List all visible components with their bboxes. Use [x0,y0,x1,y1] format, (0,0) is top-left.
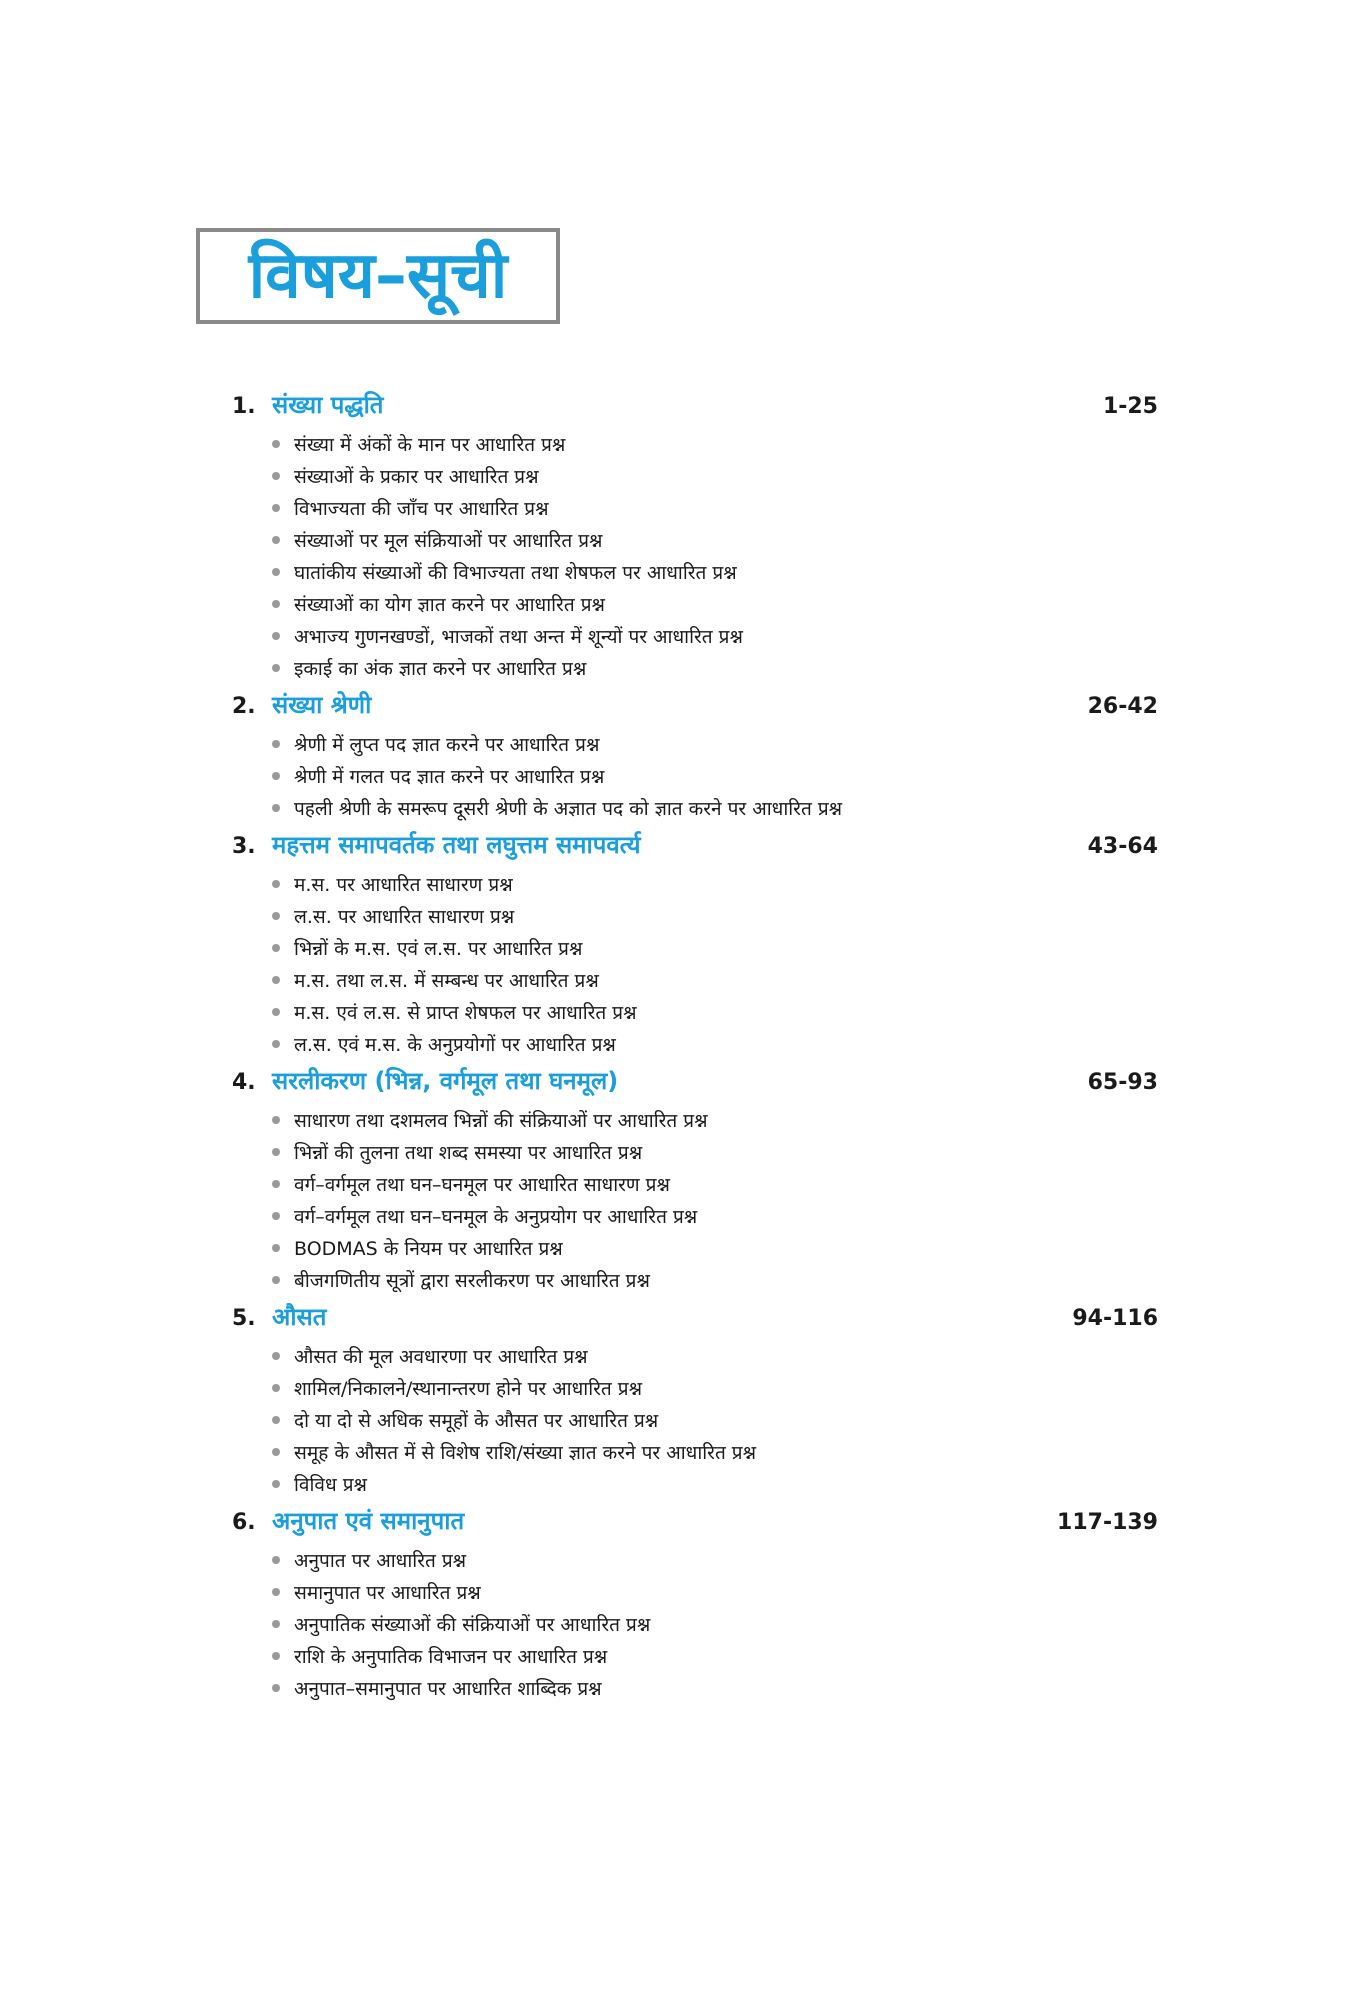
chapter-section [232,688,1158,824]
bullet-icon [272,1480,280,1488]
bullet-icon [272,944,280,952]
bullet-icon [272,772,280,780]
topic-text: म.स. पर आधारित साधारण प्रश्न [294,874,513,896]
chapter-number: 3. [232,834,256,859]
topic-list [232,428,1158,684]
topic-item [272,1544,1158,1576]
chapter-title: महत्तम समापवर्तक तथा लघुत्तम समापवर्त्य [272,831,641,859]
chapter-section [232,828,1158,1060]
topic-item [272,1136,1158,1168]
bullet-icon [272,1148,280,1156]
chapter-page-range: 65-93 [1087,1070,1158,1095]
chapter-heading [232,688,1158,728]
chapter-section [232,1300,1158,1500]
topic-item [272,760,1158,792]
topic-item [272,932,1158,964]
topic-item [272,556,1158,588]
topic-text: वर्ग–वर्गमूल तथा घन–घनमूल पर आधारित साधारण प्रश्न [294,1174,670,1196]
topic-text: ल.स. पर आधारित साधारण प्रश्न [294,906,515,928]
topic-text: भिन्नों के म.स. एवं ल.स. पर आधारित प्रश्न [294,938,583,960]
topic-text: साधारण तथा दशमलव भिन्नों की संक्रियाओं पर आधारित प्रश्न [294,1110,708,1132]
topic-item [272,964,1158,996]
chapter-heading [232,1300,1158,1340]
bullet-icon [272,1588,280,1596]
topic-item [272,1028,1158,1060]
bullet-icon [272,1684,280,1692]
topic-item [272,1340,1158,1372]
topic-text: इकाई का अंक ज्ञात करने पर आधारित प्रश्न [294,658,587,680]
topic-item [272,1672,1158,1704]
bullet-icon [272,600,280,608]
topic-text: श्रेणी में गलत पद ज्ञात करने पर आधारित प्रश्न [294,766,605,788]
bullet-icon [272,804,280,812]
bullet-icon [272,1276,280,1284]
bullet-icon [272,880,280,888]
chapter-section [232,1064,1158,1296]
chapter-page-range: 26-42 [1087,694,1158,719]
bullet-icon [272,1652,280,1660]
topic-item [272,620,1158,652]
bullet-icon [272,440,280,448]
topic-text: अनुपातिक संख्याओं की संक्रियाओं पर आधारित प्रश्न [294,1614,651,1636]
topic-text: वर्ग–वर्गमूल तथा घन–घनमूल के अनुप्रयोग पर आधारित प्रश्न [294,1206,698,1228]
chapter-title: संख्या श्रेणी [272,691,372,719]
topic-list [232,1104,1158,1296]
topic-text: संख्याओं पर मूल संक्रियाओं पर आधारित प्रश्न [294,530,603,552]
title-box [196,228,560,324]
chapter-title: औसत [272,1303,327,1331]
chapter-number: 6. [232,1510,256,1535]
topic-item [272,1468,1158,1500]
bullet-icon [272,1008,280,1016]
topic-text: दो या दो से अधिक समूहों के औसत पर आधारित प्रश्न [294,1410,659,1432]
topic-text: संख्याओं के प्रकार पर आधारित प्रश्न [294,466,539,488]
bullet-icon [272,976,280,984]
topic-text: समूह के औसत में से विशेष राशि/संख्या ज्ञात करने पर आधारित प्रश्न [294,1442,757,1464]
chapter-heading [232,1064,1158,1104]
topic-item [272,492,1158,524]
topic-text: औसत की मूल अवधारणा पर आधारित प्रश्न [294,1346,588,1368]
topic-item [272,460,1158,492]
bullet-icon [272,912,280,920]
bullet-icon [272,1212,280,1220]
topic-text: राशि के अनुपातिक विभाजन पर आधारित प्रश्न [294,1646,608,1668]
topic-text: विभाज्यता की जाँच पर आधारित प्रश्न [294,498,549,520]
bullet-icon [272,1416,280,1424]
topic-text: अभाज्य गुणनखण्डों, भाजकों तथा अन्त में शून्यों पर आधारित प्रश्न [294,626,743,648]
chapter-title: संख्या पद्धति [272,391,384,419]
topic-text: अनुपात पर आधारित प्रश्न [294,1550,467,1572]
bullet-icon [272,472,280,480]
topic-item [272,1436,1158,1468]
topic-text: घातांकीय संख्याओं की विभाज्यता तथा शेषफल पर आधारित प्रश्न [294,562,737,584]
topic-text: भिन्नों की तुलना तथा शब्द समस्या पर आधारित प्रश्न [294,1142,643,1164]
chapter-title: सरलीकरण (भिन्न, वर्गमूल तथा घनमूल) [272,1067,619,1095]
chapter-title: अनुपात एवं समानुपात [272,1507,465,1535]
topic-item [272,588,1158,620]
chapter-number: 1. [232,394,256,419]
bullet-icon [272,1384,280,1392]
topic-item [272,1404,1158,1436]
topic-text: BODMAS के नियम पर आधारित प्रश्न [294,1238,563,1260]
topic-text: संख्या में अंकों के मान पर आधारित प्रश्न [294,434,566,456]
topic-item [272,1640,1158,1672]
topic-item [272,1104,1158,1136]
chapter-section [232,1504,1158,1704]
topic-item [272,1576,1158,1608]
topic-text: ल.स. एवं म.स. के अनुप्रयोगों पर आधारित प्रश्न [294,1034,616,1056]
chapter-page-range: 94-116 [1072,1306,1158,1331]
topic-item [272,1232,1158,1264]
bullet-icon [272,536,280,544]
topic-list [232,728,1158,824]
topic-item [272,524,1158,556]
topic-text: शामिल/निकालने/स्थानान्तरण होने पर आधारित प्रश्न [294,1378,643,1400]
bullet-icon [272,664,280,672]
chapter-number: 2. [232,694,256,719]
topic-item [272,1264,1158,1296]
topic-text: म.स. एवं ल.स. से प्राप्त शेषफल पर आधारित प्रश्न [294,1002,637,1024]
topic-item [272,1168,1158,1200]
topic-list [232,868,1158,1060]
bullet-icon [272,1620,280,1628]
bullet-icon [272,1116,280,1124]
chapter-number: 4. [232,1070,256,1095]
bullet-icon [272,568,280,576]
bullet-icon [272,1040,280,1048]
topic-text: विविध प्रश्न [294,1474,367,1496]
topic-text: समानुपात पर आधारित प्रश्न [294,1582,481,1604]
chapter-heading [232,1504,1158,1544]
bullet-icon [272,1180,280,1188]
bullet-icon [272,504,280,512]
topic-item [272,1608,1158,1640]
chapter-heading [232,828,1158,868]
chapter-number: 5. [232,1306,256,1331]
topic-text: पहली श्रेणी के समरूप दूसरी श्रेणी के अज्ञात पद को ज्ञात करने पर आधारित प्रश्न [294,798,843,820]
bullet-icon [272,632,280,640]
page-title: विषय–सूची [248,239,508,313]
chapter-heading [232,388,1158,428]
topic-item [272,1372,1158,1404]
topic-item [272,428,1158,460]
topic-text: अनुपात–समानुपात पर आधारित शाब्दिक प्रश्न [294,1678,602,1700]
topic-item [272,868,1158,900]
chapter-page-range: 117-139 [1057,1510,1158,1535]
chapter-page-range: 43-64 [1087,834,1158,859]
chapter-page-range: 1-25 [1102,394,1158,419]
topic-item [272,792,1158,824]
topic-item [272,728,1158,760]
topic-list [232,1544,1158,1704]
chapter-section [232,388,1158,684]
bullet-icon [272,740,280,748]
topic-item [272,996,1158,1028]
bullet-icon [272,1352,280,1360]
topic-text: बीजगणितीय सूत्रों द्वारा सरलीकरण पर आधारित प्रश्न [294,1270,650,1292]
topic-item [272,1200,1158,1232]
topic-item [272,652,1158,684]
bullet-icon [272,1448,280,1456]
bullet-icon [272,1244,280,1252]
topic-text: संख्याओं का योग ज्ञात करने पर आधारित प्रश्न [294,594,605,616]
bullet-icon [272,1556,280,1564]
topic-list [232,1340,1158,1500]
topic-text: श्रेणी में लुप्त पद ज्ञात करने पर आधारित प्रश्न [294,734,600,756]
topic-item [272,900,1158,932]
topic-text: म.स. तथा ल.स. में सम्बन्ध पर आधारित प्रश्न [294,970,599,992]
table-of-contents [232,388,1158,1708]
